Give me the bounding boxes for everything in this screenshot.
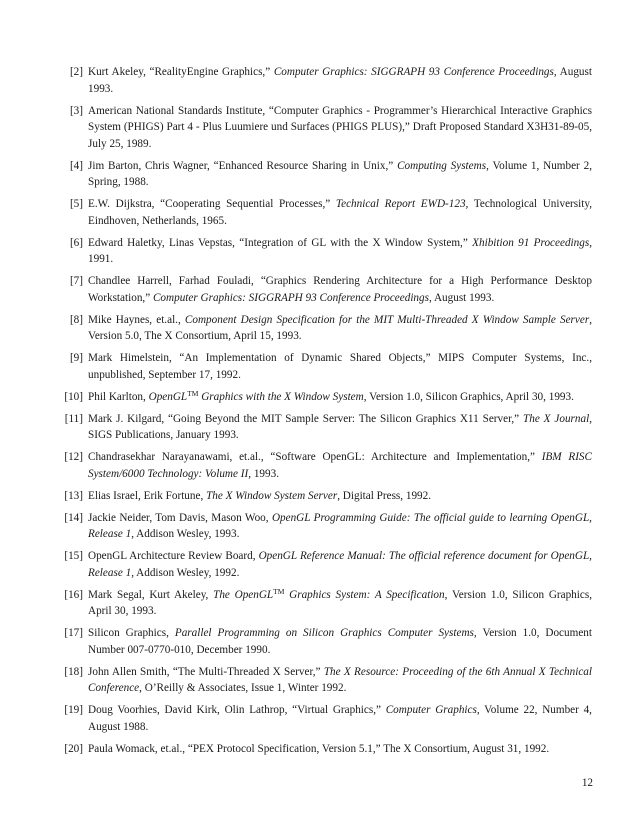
reference-item — [61, 449, 592, 482]
italic-title: Computer Graphics: SIGGRAPH 93 Conference Proceedings — [152, 291, 429, 304]
text-run: , Technological University, Eindhoven, Netherlands, 1965. — [88, 198, 592, 227]
text-run: Silicon Graphics, — [88, 627, 175, 639]
reference-text — [88, 510, 592, 543]
text-run: Jim Barton, Chris Wagner, “Enhanced Resource Sharing in Unix,” — [88, 159, 398, 172]
reference-number: [9] — [69, 352, 83, 364]
text-run: , August 1993. — [88, 66, 592, 95]
text-run: Chandlee Harrell, Farhad Fouladi, “Graphics Rendering Architecture for a High Performance Desktop Workstation,” — [88, 275, 592, 304]
italic-title: Computer Graphics — [385, 704, 477, 716]
italic-title: The X Resource: Proceeding of the 6th Annual X Technical Conference — [88, 665, 592, 694]
italic-title: The X Journal — [523, 412, 590, 425]
text-run: , Version 5.0, The X Consortium, April 15, 1993. — [88, 313, 592, 342]
reference-number: [12] — [64, 451, 83, 463]
text-run: Edward Haletky, Linas Vepstas, “Integration of GL with the X Window System,” — [88, 236, 473, 249]
reference-text — [88, 488, 592, 505]
reference-number: [20] — [64, 742, 83, 755]
reference-item — [61, 196, 592, 229]
text-run: Kurt Akeley, “RealityEngine Graphics,” — [88, 66, 274, 78]
text-run: Elias Israel, Erik Fortune, — [88, 489, 207, 502]
reference-number: [4] — [69, 159, 83, 172]
text-run: , Version 1.0, Silicon Graphics, April 30, 1993. — [363, 390, 574, 403]
text-run: , O’Reilly & Associates, Issue 1, Winter 1992. — [139, 682, 347, 694]
text-run: , Volume 22, Number 4, August 1988. — [88, 704, 592, 733]
text-run: OpenGL Architecture Review Board, — [88, 550, 259, 562]
text-run: Mike Haynes, et.al., — [88, 313, 185, 326]
reference-text — [88, 741, 592, 758]
italic-title: Computing Systems — [397, 159, 487, 172]
text-run: E.W. Dijkstra, “Cooperating Sequential Processes,” — [88, 198, 336, 210]
italic-title: Graphics System: A Specification — [284, 588, 445, 601]
text-run: , 1993. — [248, 467, 279, 480]
reference-number: [6] — [69, 236, 83, 249]
reference-item — [61, 273, 592, 306]
reference-number: [5] — [69, 198, 83, 210]
text-run: Paula Womack, et.al., “PEX Protocol Specification, Version 5.1,” The X Consortium, August 31, 1992. — [88, 742, 550, 755]
italic-title: Parallel Programming on Silicon Graphics Computer Systems — [174, 627, 474, 639]
text-run: , SIGS Publications, January 1993. — [88, 412, 592, 441]
text-run: , Digital Press, 1992. — [337, 489, 432, 502]
page-number: 12 — [581, 777, 593, 789]
reference-number: [13] — [64, 489, 83, 502]
reference-number: [8] — [69, 313, 83, 326]
text-run: Mark J. Kilgard, “Going Beyond the MIT Sample Server: The Silicon Graphics X11 Server,” — [88, 412, 523, 425]
trademark-superscript: TM — [273, 586, 285, 596]
reference-item — [61, 312, 592, 345]
reference-text — [88, 449, 592, 482]
text-run: , Version 1.0, Document Number 007-0770-010, December 1990. — [88, 627, 592, 656]
italic-title: Technical Report EWD-123 — [335, 198, 466, 210]
italic-title: OpenGL Programming Guide: The official guide to learning OpenGL, Release 1 — [88, 511, 592, 540]
reference-item — [61, 64, 592, 97]
reference-item — [61, 411, 592, 444]
reference-text — [88, 625, 592, 658]
reference-number: [17] — [64, 627, 83, 639]
text-run: , Addison Wesley, 1993. — [131, 528, 240, 540]
text-run: American National Standards Institute, “Computer Graphics - Programmer’s Hierarchical Interactive Graphics System (PHIGS) Part 4 - Plus Luumiere und Surfaces (PHIGS PLUS),” Draft Proposed Standard X3H31-89-05, July 25, 1989. — [88, 104, 592, 150]
reference-item — [61, 158, 592, 191]
text-run: , August 1993. — [428, 291, 495, 304]
reference-number: [15] — [64, 550, 83, 562]
reference-text — [88, 389, 592, 406]
trademark-superscript: TM — [187, 388, 199, 398]
reference-number: [7] — [69, 275, 83, 287]
reference-number: [18] — [64, 665, 83, 678]
text-run: Phil Karlton, — [88, 390, 149, 403]
reference-number: [19] — [64, 704, 83, 716]
reference-item — [61, 741, 592, 758]
text-run: Mark Himelstein, “An Implementation of Dynamic Shared Objects,” MIPS Computer Systems, Inc., unpublished, September 17, 1992. — [88, 352, 592, 381]
reference-item — [61, 664, 592, 697]
italic-title: Component Design Specification for the MIT Multi-Threaded X Window Sample Server — [184, 313, 590, 326]
reference-number: [16] — [64, 588, 83, 601]
reference-item — [61, 103, 592, 153]
reference-number: [14] — [64, 511, 83, 524]
reference-text — [88, 702, 592, 735]
italic-title: IBM RISC System/6000 Technology: Volume II — [88, 451, 592, 480]
reference-text — [88, 664, 592, 697]
text-run: Chandrasekhar Narayanawami, et.al., “Software OpenGL: Architecture and Implementation,” — [88, 451, 542, 463]
reference-text — [88, 411, 592, 444]
reference-text — [88, 235, 592, 268]
reference-text — [88, 587, 592, 620]
reference-item — [61, 587, 592, 620]
reference-text — [88, 64, 592, 97]
text-run: Doug Voorhies, David Kirk, Olin Lathrop, “Virtual Graphics,” — [88, 704, 386, 716]
italic-title: OpenGL — [148, 390, 188, 403]
reference-item — [61, 625, 592, 658]
text-run: Mark Segal, Kurt Akeley, — [88, 588, 214, 601]
italic-title: Graphics with the X Window System — [198, 390, 364, 403]
reference-number: [2] — [69, 66, 83, 78]
reference-text — [88, 196, 592, 229]
reference-number: [10] — [64, 390, 83, 403]
italic-title: Xhibition 91 Proceedings — [472, 236, 590, 249]
reference-text — [88, 103, 592, 153]
italic-title: Computer Graphics: SIGGRAPH 93 Conference Proceedings — [273, 66, 554, 78]
reference-item — [61, 350, 592, 383]
text-run: John Allen Smith, “The Multi-Threaded X Server,” — [88, 665, 324, 678]
reference-item — [61, 389, 592, 406]
text-run: , Addison Wesley, 1992. — [131, 566, 240, 579]
reference-item — [61, 488, 592, 505]
italic-title: OpenGL Reference Manual: The official reference document for OpenGL, Release 1 — [88, 550, 592, 579]
italic-title: The OpenGL — [213, 588, 274, 601]
reference-number: [11] — [64, 412, 83, 425]
reference-item — [61, 235, 592, 268]
text-run: , 1991. — [88, 236, 592, 265]
italic-title: The X Window System Server — [206, 489, 338, 502]
reference-item — [61, 548, 592, 581]
reference-list — [61, 64, 592, 763]
text-run: Jackie Neider, Tom Davis, Mason Woo, — [88, 511, 272, 524]
reference-text — [88, 273, 592, 306]
reference-text — [88, 312, 592, 345]
reference-item — [61, 702, 592, 735]
text-run: , Version 1.0, Silicon Graphics, April 30, 1993. — [88, 588, 592, 617]
reference-text — [88, 548, 592, 581]
reference-text — [88, 158, 592, 191]
reference-text — [88, 350, 592, 383]
reference-item — [61, 510, 592, 543]
reference-number: [3] — [69, 104, 83, 117]
text-run: , Volume 1, Number 2, Spring, 1988. — [88, 159, 592, 188]
